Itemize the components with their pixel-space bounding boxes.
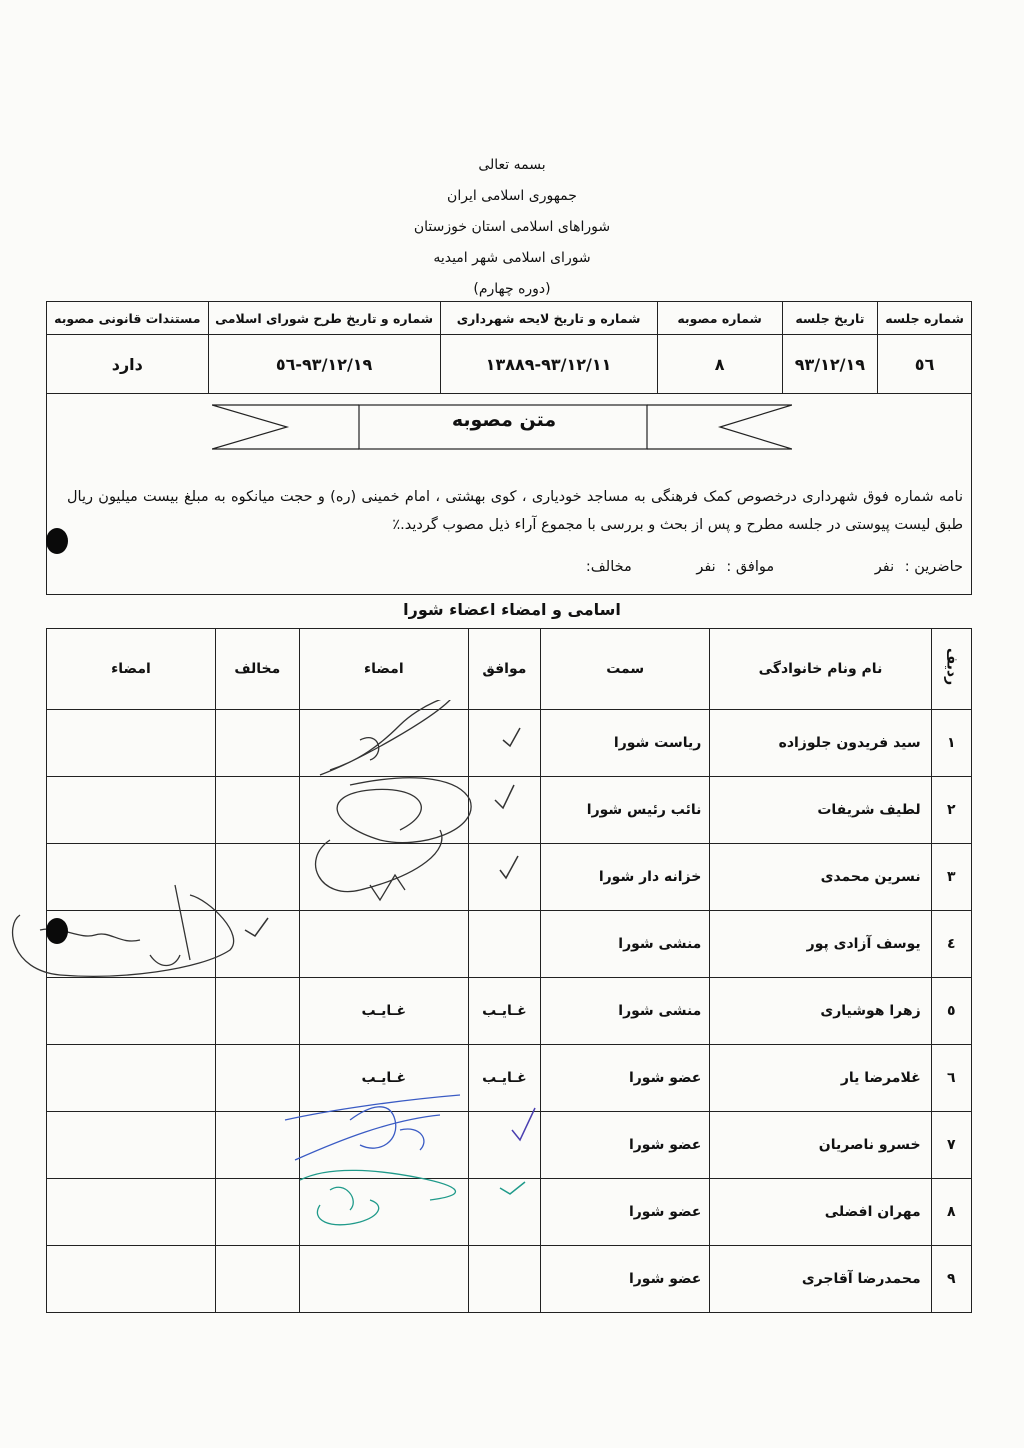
punch-hole-mark <box>46 918 68 944</box>
header-term: (دوره چهارم) <box>473 281 551 297</box>
role-cell: نائب رئیس شورا <box>541 777 710 844</box>
sign1-cell <box>299 710 468 777</box>
sign1-cell <box>299 1179 468 1246</box>
col-header-sign1: امضاء <box>299 629 468 710</box>
col-header-sign2: امضاء <box>47 629 216 710</box>
table-row <box>47 911 972 978</box>
info-plan-number: ٩٣/١٢/١٩-٥٦ <box>208 335 440 394</box>
sign1-cell <box>299 777 468 844</box>
sign2-cell <box>47 911 216 978</box>
role-cell: منشی شورا <box>541 911 710 978</box>
role-cell: عضو شورا <box>541 1112 710 1179</box>
oppose-cell <box>215 911 299 978</box>
members-table <box>46 628 972 1313</box>
oppose-cell <box>215 777 299 844</box>
vote-tally <box>67 559 963 575</box>
row-number: ٩ <box>931 1246 971 1313</box>
resolution-title: متن مصوبه <box>451 409 557 431</box>
row-number: ٣ <box>931 844 971 911</box>
oppose-cell <box>215 844 299 911</box>
info-header-session-date: تاریخ جلسه <box>782 302 877 335</box>
present-unit: نفر <box>874 559 895 575</box>
sign2-cell <box>47 1112 216 1179</box>
info-header-resolution-number: شماره مصوبه <box>657 302 782 335</box>
col-header-radif <box>931 629 971 710</box>
table-row <box>47 777 972 844</box>
role-cell: خزانه دار شورا <box>541 844 710 911</box>
oppose-cell <box>215 710 299 777</box>
header-country: جمهوری اسلامی ایران <box>447 188 577 204</box>
name-cell: سید فریدون جلوزاده <box>710 710 931 777</box>
sign2-cell <box>47 710 216 777</box>
role-cell: منشی شورا <box>541 978 710 1045</box>
resolution-info-table <box>46 301 972 394</box>
header-province-councils: شوراهای اسلامی استان خوزستان <box>413 219 611 235</box>
members-section-title: اسامی و امضاء اعضاء شورا <box>403 600 621 619</box>
col-header-agree: موافق <box>468 629 540 710</box>
row-number: ٦ <box>931 1045 971 1112</box>
row-number: ٨ <box>931 1179 971 1246</box>
table-row <box>47 1246 972 1313</box>
info-header-session-number: شماره جلسه <box>878 302 972 335</box>
col-header-name: نام ونام خانوادگی <box>710 629 931 710</box>
name-cell: محمدرضا آقاجری <box>710 1246 931 1313</box>
info-legal-basis: دارد <box>47 335 209 394</box>
header-basmala: بسمه تعالی <box>478 157 546 173</box>
present-label: حاضرین : <box>904 559 963 575</box>
sign2-cell <box>47 1045 216 1112</box>
sign1-cell: غـایـب <box>299 978 468 1045</box>
role-cell: عضو شورا <box>541 1045 710 1112</box>
col-header-role: سمت <box>541 629 710 710</box>
name-cell: لطیف شریفات <box>710 777 931 844</box>
sign2-cell <box>47 777 216 844</box>
col-header-oppose: مخالف <box>215 629 299 710</box>
table-row <box>47 978 972 1045</box>
agree-cell <box>468 911 540 978</box>
radif-label: ردیف <box>943 648 960 686</box>
sign2-cell <box>47 1179 216 1246</box>
row-number: ١ <box>931 710 971 777</box>
oppose-cell <box>215 1045 299 1112</box>
name-cell: نسرین محمدی <box>710 844 931 911</box>
row-number: ٤ <box>931 911 971 978</box>
sign1-cell <box>299 1112 468 1179</box>
header-city-council: شورای اسلامی شهر امیدیه <box>433 250 591 266</box>
sign1-cell <box>299 844 468 911</box>
row-number: ٥ <box>931 978 971 1045</box>
name-cell: زهرا هوشیاری <box>710 978 931 1045</box>
agree-cell <box>468 710 540 777</box>
sign1-cell: غـایـب <box>299 1045 468 1112</box>
role-cell: عضو شورا <box>541 1246 710 1313</box>
name-cell: غلامرضا یار <box>710 1045 931 1112</box>
role-cell: ریاست شورا <box>541 710 710 777</box>
info-header-plan-number: شماره و تاریخ طرح شورای اسلامی <box>208 302 440 335</box>
table-row <box>47 1179 972 1246</box>
agree-cell <box>468 1246 540 1313</box>
sign2-cell <box>47 844 216 911</box>
info-bill-number: ٩٣/١٢/١١-١٣٨٨٩ <box>440 335 657 394</box>
agree-cell: غـایـب <box>468 1045 540 1112</box>
table-row <box>47 844 972 911</box>
resolution-body: نامه شماره فوق شهرداری درخصوص کمک فرهنگی به مساجد خودیاری ، کوی بهشتی ، امام خمینی (ره) و حجت میانکوه به مبلغ بیست میلیون ریال طبق لیست پیوستی در جلسه مطرح و پس از بحث و بررسی با مجموع آراء ذیل مصوب گردید.٪ <box>67 489 963 533</box>
document-header <box>0 150 1024 305</box>
sign1-cell <box>299 911 468 978</box>
agree-label: موافق : <box>726 559 775 575</box>
oppose-cell <box>215 1246 299 1313</box>
agree-unit: نفر <box>696 559 716 575</box>
info-header-legal-basis: مستندات قانونی مصوبه <box>47 302 209 335</box>
oppose-label: مخالف: <box>585 559 632 575</box>
info-session-date: ٩٣/١٢/١٩ <box>782 335 877 394</box>
info-header-bill-number: شماره و تاریخ لایحه شهرداری <box>440 302 657 335</box>
agree-cell <box>468 777 540 844</box>
agree-cell: غـایـب <box>468 978 540 1045</box>
row-number: ٧ <box>931 1112 971 1179</box>
oppose-cell <box>215 1112 299 1179</box>
name-cell: یوسف آزادی پور <box>710 911 931 978</box>
table-row <box>47 1112 972 1179</box>
info-session-number: ٥٦ <box>878 335 972 394</box>
agree-cell <box>468 1179 540 1246</box>
oppose-cell <box>215 1179 299 1246</box>
punch-hole-mark <box>46 528 68 554</box>
table-row <box>47 710 972 777</box>
sign1-cell <box>299 1246 468 1313</box>
info-resolution-number: ٨ <box>657 335 782 394</box>
oppose-cell <box>215 978 299 1045</box>
sign2-cell <box>47 978 216 1045</box>
agree-cell <box>468 1112 540 1179</box>
role-cell: عضو شورا <box>541 1179 710 1246</box>
table-row <box>47 1045 972 1112</box>
resolution-text-box <box>46 391 972 595</box>
row-number: ٢ <box>931 777 971 844</box>
agree-cell <box>468 844 540 911</box>
name-cell: مهران افضلی <box>710 1179 931 1246</box>
name-cell: خسرو ناصریان <box>710 1112 931 1179</box>
sign2-cell <box>47 1246 216 1313</box>
